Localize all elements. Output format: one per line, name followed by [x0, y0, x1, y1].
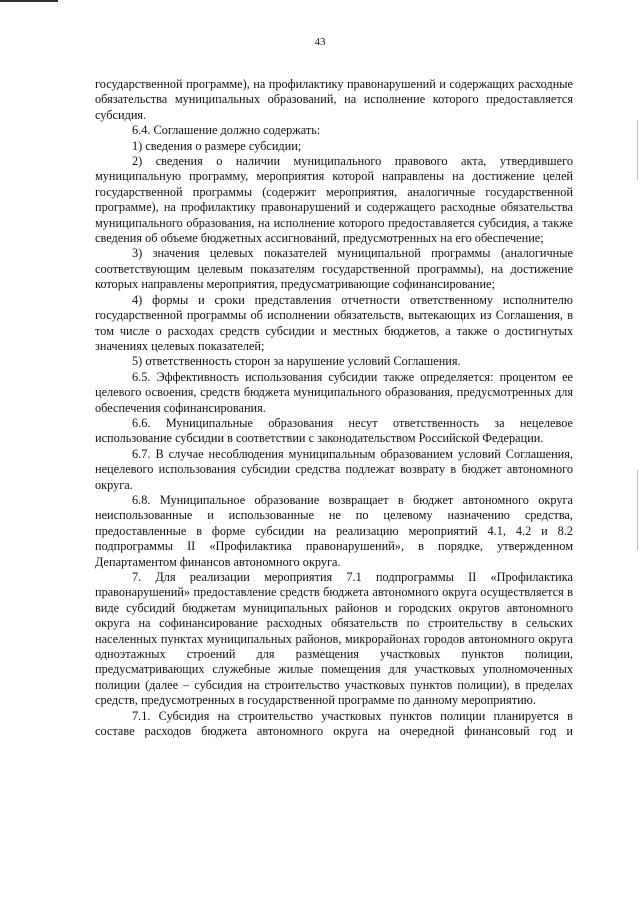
- paragraph-6-4: 6.4. Соглашение должно содержать:: [132, 123, 321, 138]
- paragraph-7: 7. Для реализации мероприятия 7.1 подпрограммы II «Профилактика правонарушений» предоставление средств бюджета автономного округа осуществляется в виде субсидий бюджетам муниципальных районов и городских округов автономного округа на софинансирование расходных обязательств по строительству в сельских населенных пунктах муниципальных районов, микрорайонах городов автономного округа одноэтажных строений для размещения участковых пунктов полиции, предусматривающих служебные жилые помещения для участковых уполномоченных полиции (далее – субсидия на строительство участковых пунктов полиции), в пределах средств, предусмотренных в государственной программе по данному мероприятию.: [95, 570, 573, 708]
- scan-edge-mark: [637, 470, 638, 550]
- paragraph-continuation: государственной программе), на профилактику правонарушений и содержащих расходные обязательства муниципальных образований, на исполнение которого предоставляется субсидия.: [95, 77, 573, 122]
- paragraph-7-1: 7.1. Субсидия на строительство участковых пунктов полиции планируется в составе расходов бюджета автономного округа на очередной финансовый год и: [95, 708, 573, 739]
- top-edge-rule: [0, 0, 58, 2]
- paragraph-item-3: 3) значения целевых показателей муниципальной программы (аналогичные соответствующим целевым показателям государственной программы), на достижение которых направлены мероприятия, предусматривающие софинансирование;: [95, 246, 573, 292]
- paragraph-item-1: 1) сведения о размере субсидии;: [132, 138, 302, 153]
- paragraph-6-7: 6.7. В случае несоблюдения муниципальным образованием условий Соглашения, нецелевого использования субсидии средства подлежат возврату в бюджет автономного округа.: [95, 446, 573, 492]
- page-number: 43: [314, 36, 326, 48]
- scan-edge-mark: [637, 120, 638, 180]
- paragraph-6-6: 6.6. Муниципальные образования несут ответственность за нецелевое использование субсидии в соответствии с законодательством Российской Федерации.: [95, 415, 573, 446]
- paragraph-item-2: 2) сведения о наличии муниципального правового акта, утвердившего муниципальную программу, мероприятия которой направлены на достижение целей государственной программы (содержит мероприятия, аналогичные государственной программе), на профилактику правонарушений и содержащего расходные обязательства муниципального образования, на исполнение которого предоставляется субсидия, а также сведения об объеме бюджетных ассигнований, предусмотренных на его обеспечение;: [95, 154, 573, 246]
- paragraph-item-4: 4) формы и сроки представления отчетности ответственному исполнителю государственной программы об исполнении обязательств, вытекающих из Соглашения, в том числе о расходах средств субсидии и местных бюджетов, а также о достигнутых значениях целевых показателей;: [95, 292, 573, 353]
- paragraph-item-5: 5) ответственность сторон за нарушение условий Соглашения.: [132, 354, 461, 369]
- paragraph-6-5: 6.5. Эффективность использования субсидии также определяется: процентом ее целевого освоения, средств бюджета муниципального образования, предусмотренных для обеспечения софинансирования.: [95, 369, 573, 415]
- document-body: [95, 77, 573, 739]
- paragraph-6-8: 6.8. Муниципальное образование возвращает в бюджет автономного округа неиспользованные и использованные не по целевому назначению средства, предоставленные в форме субсидии на реализацию мероприятий 4.1, 4.2 и 8.2 подпрограммы II «Профилактика правонарушений», в порядке, утвержденном Департаментом финансов автономного округа.: [95, 492, 573, 569]
